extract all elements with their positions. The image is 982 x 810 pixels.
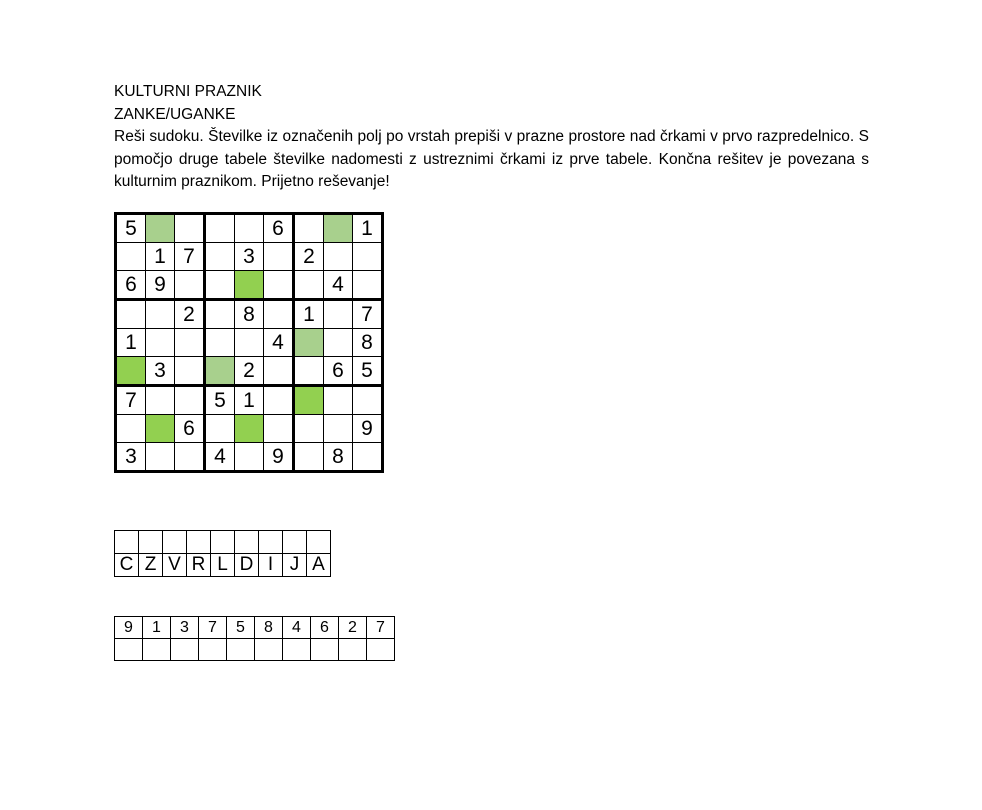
sudoku-row [116, 386, 383, 415]
sudoku-cell[interactable] [294, 214, 324, 243]
sudoku-cell[interactable] [324, 300, 353, 329]
number-answer-cell[interactable] [339, 639, 367, 661]
sudoku-cell: 5 [116, 214, 146, 243]
sudoku-cell[interactable] [146, 386, 175, 415]
sudoku-cell: 7 [175, 243, 205, 271]
sudoku-row [116, 300, 383, 329]
sudoku-cell[interactable] [353, 386, 383, 415]
sudoku-cell: 1 [294, 300, 324, 329]
sudoku-cell: 1 [235, 386, 264, 415]
number-cell: 7 [367, 617, 395, 639]
sudoku-cell: 8 [324, 443, 353, 472]
sudoku-grid [114, 212, 384, 473]
letter-cell: D [235, 554, 259, 577]
number-answer-cell[interactable] [199, 639, 227, 661]
sudoku-cell: 7 [116, 386, 146, 415]
sudoku-cell[interactable] [353, 443, 383, 472]
sudoku-cell[interactable] [264, 243, 294, 271]
letter-cell: V [163, 554, 187, 577]
page-subtitle: ZANKE/UGANKE [114, 105, 236, 123]
letter-answer-cell[interactable] [283, 531, 307, 554]
sudoku-cell: 4 [264, 329, 294, 357]
sudoku-cell[interactable] [116, 415, 146, 443]
sudoku-cell[interactable] [264, 386, 294, 415]
sudoku-cell[interactable] [324, 415, 353, 443]
sudoku-cell[interactable] [116, 357, 146, 386]
number-answer-cell[interactable] [367, 639, 395, 661]
letter-cell: A [307, 554, 331, 577]
sudoku-cell[interactable] [205, 243, 235, 271]
letter-table [114, 530, 331, 577]
sudoku-cell: 5 [353, 357, 383, 386]
sudoku-cell[interactable] [116, 243, 146, 271]
sudoku-cell[interactable] [235, 415, 264, 443]
number-table-answer-row [115, 639, 395, 661]
sudoku-cell: 3 [116, 443, 146, 472]
number-answer-cell[interactable] [283, 639, 311, 661]
number-cell: 9 [115, 617, 143, 639]
sudoku-cell[interactable] [324, 214, 353, 243]
number-answer-cell[interactable] [143, 639, 171, 661]
sudoku-cell[interactable] [294, 386, 324, 415]
sudoku-cell[interactable] [205, 300, 235, 329]
letter-table-letter-row [115, 554, 331, 577]
letter-cell: C [115, 554, 139, 577]
sudoku-cell: 2 [175, 300, 205, 329]
sudoku-cell[interactable] [175, 271, 205, 300]
sudoku-cell: 9 [264, 443, 294, 472]
letter-answer-cell[interactable] [307, 531, 331, 554]
sudoku-cell[interactable] [294, 357, 324, 386]
sudoku-cell[interactable] [294, 415, 324, 443]
sudoku-cell[interactable] [175, 386, 205, 415]
sudoku-cell: 5 [205, 386, 235, 415]
letter-cell: I [259, 554, 283, 577]
number-answer-cell[interactable] [227, 639, 255, 661]
number-cell: 8 [255, 617, 283, 639]
letter-cell: J [283, 554, 307, 577]
number-table-number-row [115, 617, 395, 639]
sudoku-cell: 4 [324, 271, 353, 300]
letter-answer-cell[interactable] [235, 531, 259, 554]
sudoku-row [116, 243, 383, 271]
letter-answer-cell[interactable] [259, 531, 283, 554]
sudoku-cell[interactable] [235, 214, 264, 243]
number-cell: 5 [227, 617, 255, 639]
sudoku-cell[interactable] [353, 243, 383, 271]
sudoku-cell[interactable] [205, 329, 235, 357]
instructions-block [114, 81, 869, 194]
sudoku-cell[interactable] [146, 329, 175, 357]
sudoku-cell[interactable] [146, 443, 175, 472]
number-answer-cell[interactable] [255, 639, 283, 661]
letter-answer-cell[interactable] [163, 531, 187, 554]
sudoku-cell[interactable] [175, 329, 205, 357]
number-cell: 7 [199, 617, 227, 639]
number-cell: 2 [339, 617, 367, 639]
number-cell: 6 [311, 617, 339, 639]
letter-answer-cell[interactable] [139, 531, 163, 554]
sudoku-cell[interactable] [264, 357, 294, 386]
sudoku-cell: 3 [146, 357, 175, 386]
sudoku-cell[interactable] [324, 386, 353, 415]
sudoku-cell[interactable] [264, 271, 294, 300]
sudoku-cell[interactable] [146, 214, 175, 243]
letter-cell: L [211, 554, 235, 577]
number-answer-cell[interactable] [171, 639, 199, 661]
sudoku-cell: 1 [146, 243, 175, 271]
sudoku-row [116, 415, 383, 443]
sudoku-cell: 4 [205, 443, 235, 472]
sudoku-cell: 6 [264, 214, 294, 243]
sudoku-cell: 8 [235, 300, 264, 329]
sudoku-cell[interactable] [235, 443, 264, 472]
sudoku-cell: 6 [324, 357, 353, 386]
sudoku-cell[interactable] [294, 271, 324, 300]
sudoku-cell[interactable] [264, 415, 294, 443]
sudoku-cell: 9 [353, 415, 383, 443]
sudoku-cell[interactable] [175, 357, 205, 386]
sudoku-cell[interactable] [235, 329, 264, 357]
number-cell: 4 [283, 617, 311, 639]
sudoku-cell: 2 [294, 243, 324, 271]
sudoku-cell[interactable] [205, 415, 235, 443]
letter-answer-cell[interactable] [211, 531, 235, 554]
instructions-text: Reši sudoku. Številke iz označenih polj po vrstah prepiši v prazne prostore nad črkami v prvo razpredelnico. S pomočjo druge tabele številke nadomesti z ustreznimi črkami iz prve tabele. Končna rešitev je povezana s kulturnim praznikom. Prijetno reševanje! [114, 128, 869, 190]
sudoku-cell[interactable] [205, 271, 235, 300]
sudoku-cell: 1 [353, 214, 383, 243]
sudoku-cell[interactable] [324, 329, 353, 357]
sudoku-row [116, 357, 383, 386]
letter-table-answer-row [115, 531, 331, 554]
sudoku-cell[interactable] [116, 300, 146, 329]
sudoku-cell[interactable] [146, 415, 175, 443]
sudoku-cell[interactable] [235, 271, 264, 300]
sudoku-row [116, 214, 383, 243]
number-table [114, 616, 395, 661]
letter-cell: R [187, 554, 211, 577]
sudoku-row [116, 271, 383, 300]
letter-answer-cell[interactable] [187, 531, 211, 554]
sudoku-cell: 9 [146, 271, 175, 300]
letter-cell: Z [139, 554, 163, 577]
sudoku-cell: 6 [116, 271, 146, 300]
number-cell: 1 [143, 617, 171, 639]
sudoku-cell: 2 [235, 357, 264, 386]
page-title: KULTURNI PRAZNIK [114, 83, 262, 100]
number-answer-cell[interactable] [115, 639, 143, 661]
sudoku-cell: 1 [116, 329, 146, 357]
sudoku-cell[interactable] [175, 443, 205, 472]
sudoku-cell[interactable] [353, 271, 383, 300]
sudoku-cell[interactable] [264, 300, 294, 329]
sudoku-cell[interactable] [324, 243, 353, 271]
sudoku-row [116, 329, 383, 357]
sudoku-cell: 3 [235, 243, 264, 271]
sudoku-cell: 7 [353, 300, 383, 329]
number-cell: 3 [171, 617, 199, 639]
sudoku-cell[interactable] [205, 357, 235, 386]
number-answer-cell[interactable] [311, 639, 339, 661]
sudoku-cell[interactable] [294, 443, 324, 472]
sudoku-cell[interactable] [294, 329, 324, 357]
sudoku-row [116, 443, 383, 472]
sudoku-cell: 8 [353, 329, 383, 357]
sudoku-cell[interactable] [146, 300, 175, 329]
sudoku-cell: 6 [175, 415, 205, 443]
letter-answer-cell[interactable] [115, 531, 139, 554]
sudoku-cell[interactable] [205, 214, 235, 243]
sudoku-cell[interactable] [175, 214, 205, 243]
